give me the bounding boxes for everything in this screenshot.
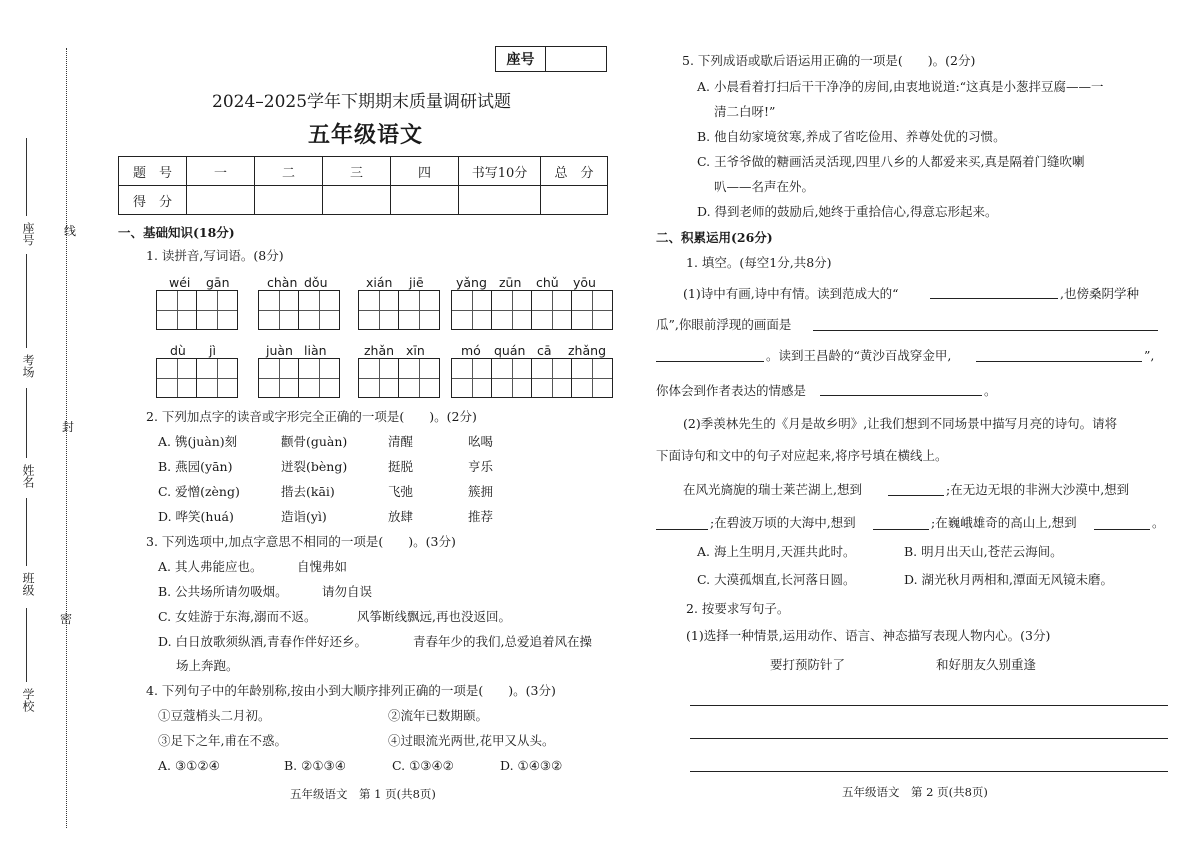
writing-grid[interactable]: [258, 290, 340, 330]
answer-blank[interactable]: [820, 395, 982, 396]
writing-grid[interactable]: [451, 358, 613, 398]
q5-text: 5. 下列成语或歇后语运用正确的一项是( )。(2分): [682, 53, 976, 68]
pinyin: yōu: [573, 275, 596, 290]
s2-p1-seg: 瓜”,你眼前浮现的画面是: [656, 317, 792, 332]
s2-poem-option: D. 湖光秋月两相和,潭面无风镜未磨。: [904, 572, 1113, 587]
q2-option: 清醒: [388, 434, 414, 449]
binding-line-room: [26, 254, 27, 348]
s2-q1-text: 1. 填空。(每空1分,共8分): [686, 255, 832, 270]
pinyin: xián: [366, 275, 393, 290]
s2-p1-seg: (1)诗中有画,诗中有情。读到范成大的“: [683, 286, 899, 301]
q2-option: 亨乐: [468, 459, 494, 474]
q5-option-c-cont: 叭——名声在外。: [714, 179, 815, 194]
s2-poem-option: A. 海上生明月,天涯共此时。: [697, 544, 856, 559]
score-cell[interactable]: [255, 186, 323, 215]
s2-p1-seg: 。: [984, 383, 997, 398]
pinyin: zhǎng: [568, 343, 607, 358]
q1-text: 1. 读拼音,写词语。(8分): [146, 248, 284, 263]
score-head-cell: 总 分: [541, 157, 608, 186]
score-cell[interactable]: [459, 186, 541, 215]
pinyin: xīn: [406, 343, 425, 358]
writing-grid[interactable]: [451, 290, 613, 330]
q5-option-a: A. 小晨看着打扫后干干净净的房间,由衷地说道:“这真是小葱拌豆腐——一: [697, 79, 1104, 94]
pinyin: yǎng: [456, 275, 487, 290]
q4-option: C. ①③④②: [392, 758, 454, 773]
footer-page-1: 五年级语文 第 1 页(共8页): [290, 787, 436, 801]
subject-title: 五年级语文: [308, 123, 424, 148]
answer-blank[interactable]: [976, 361, 1142, 362]
score-cell[interactable]: [391, 186, 459, 215]
footer-page-2: 五年级语文 第 2 页(共8页): [842, 785, 988, 799]
q4-line: ④过眼流光两世,花甲又从头。: [388, 733, 555, 748]
pinyin: jiē: [409, 275, 424, 290]
writing-grid[interactable]: [358, 358, 440, 398]
q5-option-b: B. 他自幼家境贫寒,养成了省吃俭用、养尊处优的习惯。: [697, 129, 1006, 144]
q2-option: 揩去(kāi): [281, 484, 335, 499]
q3-option-d: D. 白日放歌须纵酒,青春作伴好还乡。: [158, 634, 367, 649]
seal-char-secret: 密: [60, 612, 73, 626]
pinyin: dǒu: [304, 275, 328, 290]
q5-option-d: D. 得到老师的鼓励后,她终于重拾信心,得意忘形起来。: [697, 204, 998, 219]
scene-option: 和好朋友久别重逢: [936, 657, 1037, 672]
q2-option: 簇拥: [468, 484, 494, 499]
seat-value-field[interactable]: [546, 47, 606, 71]
pinyin: dù: [170, 343, 186, 358]
pinyin: chàn: [267, 275, 298, 290]
seat-label: 座号: [496, 47, 546, 71]
q3-option-d-sentence: 青春年少的我们,总爱追着风在操: [413, 634, 592, 649]
q2-option: 飞弛: [388, 484, 414, 499]
pinyin: liàn: [304, 343, 327, 358]
score-head-cell: 三: [323, 157, 391, 186]
q4-option: B. ②①③④: [284, 758, 346, 773]
score-table: [118, 156, 608, 215]
s2-p3-seg: 。: [1152, 515, 1165, 530]
pinyin: cā: [537, 343, 552, 358]
writing-line[interactable]: [690, 771, 1168, 772]
binding-label-name: 姓名: [21, 464, 35, 488]
q3-option-a-word: 自愧弗如: [297, 559, 348, 574]
answer-blank[interactable]: [813, 330, 1158, 331]
q3-option-b: B. 公共场所请勿吸烟。: [158, 584, 288, 599]
s2-q2-text: 2. 按要求写句子。: [686, 601, 790, 616]
s2-p1-seg: ”,: [1144, 348, 1155, 363]
binding-line-class: [26, 498, 27, 566]
q4-line: ③足下之年,甫在不惑。: [158, 733, 287, 748]
s2-poem-option: C. 大漠孤烟直,长河落日圆。: [697, 572, 856, 587]
q4-line: ②流年已数期颐。: [388, 708, 489, 723]
score-row-label: 得 分: [119, 186, 187, 215]
writing-line[interactable]: [690, 705, 1168, 706]
answer-blank[interactable]: [656, 529, 708, 530]
binding-line-school: [26, 608, 27, 682]
q3-option-d-cont: 场上奔跑。: [176, 658, 239, 673]
q2-option: A. 镌(juàn)刻: [158, 434, 238, 449]
q5-option-c: C. 王爷爷做的糖画活灵活现,四里八乡的人都爱来买,真是隔着门缝吹喇: [697, 154, 1085, 169]
q3-option-a: A. 其人弗能应也。: [158, 559, 263, 574]
seal-char-line: 线: [64, 224, 77, 238]
section-2-heading: 二、积累运用(26分): [656, 230, 773, 245]
q2-option: C. 爱憎(zèng): [158, 484, 240, 499]
answer-blank[interactable]: [873, 529, 929, 530]
score-cell[interactable]: [323, 186, 391, 215]
answer-blank[interactable]: [1094, 529, 1150, 530]
q2-option: 造诣(yì): [281, 509, 327, 524]
s2-p3-seg: ;在巍峨雄奇的高山上,想到: [931, 515, 1077, 530]
pinyin: mó: [461, 343, 481, 358]
s2-p3-seg: 在风光旖旎的瑞士莱芒湖上,想到: [683, 482, 862, 497]
exam-title: 2024–2025学年下期期末质量调研试题: [212, 92, 512, 112]
q4-option: D. ①④③②: [500, 758, 563, 773]
answer-blank[interactable]: [656, 361, 764, 362]
s2-p2-line: 下面诗句和文中的句子对应起来,将序号填在横线上。: [656, 448, 948, 463]
binding-line-name: [26, 388, 27, 458]
score-head-cell: 题 号: [119, 157, 187, 186]
q4-line: ①豆蔻梢头二月初。: [158, 708, 271, 723]
binding-label-school: 学校: [21, 688, 35, 712]
s2-q2-sub: (1)选择一种情景,运用动作、语言、神态描写表现人物内心。(3分): [686, 628, 1051, 643]
q2-option: 推荐: [468, 509, 494, 524]
q2-option: 放肆: [388, 509, 414, 524]
q4-text: 4. 下列句子中的年龄别称,按由小到大顺序排列正确的一项是( )。(3分): [146, 683, 556, 698]
pinyin: zūn: [499, 275, 522, 290]
s2-p1-seg: 你体会到作者表达的情感是: [656, 383, 807, 398]
q2-option: D. 哗笑(huá): [158, 509, 234, 524]
answer-blank[interactable]: [888, 495, 944, 496]
section-1-heading: 一、基础知识(18分): [118, 225, 235, 240]
score-table-score-row: [119, 186, 608, 215]
q3-option-c: C. 女娃游于东海,溺而不返。: [158, 609, 317, 624]
writing-grid[interactable]: [358, 290, 440, 330]
seat-number-box: [495, 46, 607, 72]
pinyin: gān: [206, 275, 230, 290]
q2-text: 2. 下列加点字的读音或字形完全正确的一项是( )。(2分): [146, 409, 477, 424]
binding-label-seat: 座号: [21, 222, 35, 246]
pinyin: wéi: [169, 275, 191, 290]
pinyin: zhǎn: [364, 343, 395, 358]
s2-p1-seg: ,也傍桑阴学种: [1060, 286, 1139, 301]
score-head-cell: 二: [255, 157, 323, 186]
pinyin: jì: [209, 343, 216, 358]
binding-line-seat: [26, 138, 27, 216]
pinyin: quán: [494, 343, 526, 358]
pinyin: chǔ: [536, 275, 559, 290]
writing-grid[interactable]: [258, 358, 340, 398]
q3-option-c-sentence: 风筝断线飘远,再也没返回。: [357, 609, 511, 624]
score-head-cell: 四: [391, 157, 459, 186]
binding-label-class: 班级: [21, 572, 35, 596]
q5-option-a-cont: 清二白呀!”: [714, 104, 776, 119]
score-head-cell: 一: [187, 157, 255, 186]
answer-blank[interactable]: [930, 298, 1058, 299]
pinyin: juàn: [266, 343, 293, 358]
score-cell[interactable]: [187, 186, 255, 215]
writing-grid[interactable]: [156, 290, 238, 330]
s2-p2-line: (2)季羡林先生的《月是故乡明》,让我们想到不同场景中描写月亮的诗句。请将: [683, 416, 1118, 431]
seal-char-seal: 封: [62, 420, 75, 434]
scene-option: 要打预防针了: [770, 657, 846, 672]
q2-option: 颧骨(guàn): [281, 434, 348, 449]
q3-option-b-word: 请勿自误: [322, 584, 373, 599]
q2-option: B. 燕园(yān): [158, 459, 233, 474]
writing-grid[interactable]: [156, 358, 238, 398]
q2-option: 吆喝: [468, 434, 494, 449]
q3-text: 3. 下列选项中,加点字意思不相同的一项是( )。(3分): [146, 534, 456, 549]
q2-option: 挺脱: [388, 459, 414, 474]
score-cell[interactable]: [541, 186, 608, 215]
writing-line[interactable]: [690, 738, 1168, 739]
s2-p3-seg: ;在碧波万顷的大海中,想到: [710, 515, 856, 530]
binding-dotted-line: [66, 48, 67, 828]
q2-option: 迸裂(bèng): [281, 459, 348, 474]
s2-poem-option: B. 明月出天山,苍茫云海间。: [904, 544, 1063, 559]
s2-p1-seg: 。读到王昌龄的“黄沙百战穿金甲,: [766, 348, 952, 363]
q4-option: A. ③①②④: [158, 758, 220, 773]
binding-label-room: 考场: [21, 354, 35, 378]
score-head-cell: 书写10分: [459, 157, 541, 186]
s2-p3-seg: ;在无边无垠的非洲大沙漠中,想到: [946, 482, 1130, 497]
score-table-header-row: [119, 157, 608, 186]
